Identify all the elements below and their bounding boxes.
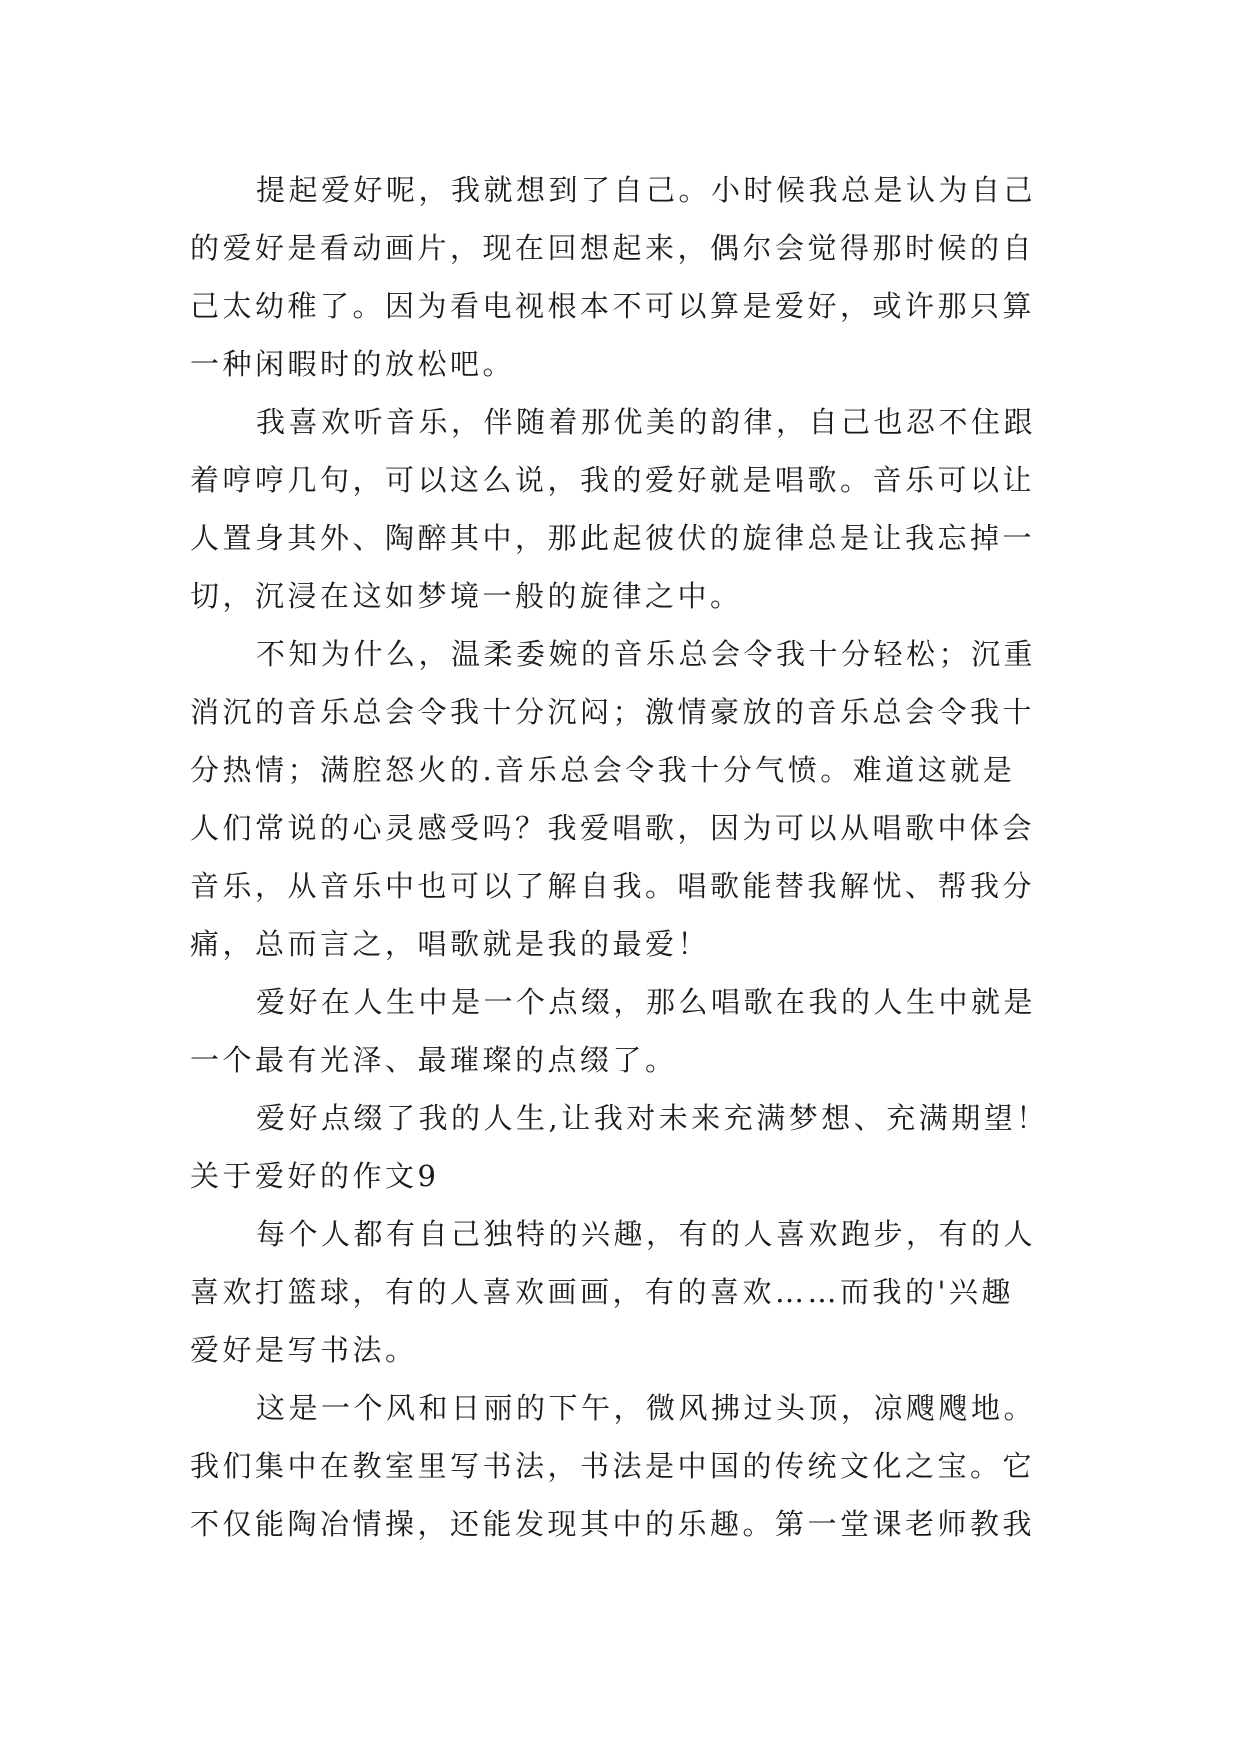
- paragraph-line: 我们集中在教室里写书法，书法是中国的传统文化之宝。它: [190, 1449, 1036, 1483]
- section-heading: 关于爱好的作文9: [190, 1159, 440, 1193]
- paragraph-line: 每个人都有自己独特的兴趣，有的人喜欢跑步，有的人: [256, 1217, 1037, 1251]
- paragraph-line: 着哼哼几句，可以这么说，我的爱好就是唱歌。音乐可以让: [190, 463, 1036, 497]
- paragraph-line: 爱好是写书法。: [190, 1333, 418, 1367]
- paragraph-line: 一种闲暇时的放松吧。: [190, 347, 516, 381]
- paragraph-line: 音乐，从音乐中也可以了解自我。唱歌能替我解忧、帮我分: [190, 869, 1036, 903]
- paragraph-line: 分热情；满腔怒火的.音乐总会令我十分气愤。难道这就是: [190, 753, 1016, 787]
- paragraph-line: 一个最有光泽、最璀璨的点缀了。: [190, 1043, 678, 1077]
- paragraph-line: 爱好在人生中是一个点缀，那么唱歌在我的人生中就是: [256, 985, 1037, 1019]
- paragraph-line: 的爱好是看动画片，现在回想起来，偶尔会觉得那时候的自: [190, 231, 1036, 265]
- paragraph-line: 消沉的音乐总会令我十分沉闷；激情豪放的音乐总会令我十: [190, 695, 1036, 729]
- paragraph-line: 切，沉浸在这如梦境一般的旋律之中。: [190, 579, 743, 613]
- paragraph-line: 人们常说的心灵感受吗？我爱唱歌，因为可以从唱歌中体会: [190, 811, 1036, 845]
- paragraph-line: 不知为什么，温柔委婉的音乐总会令我十分轻松；沉重: [256, 637, 1037, 671]
- paragraph-line: 这是一个风和日丽的下午，微风拂过头顶，凉飕飕地。: [256, 1391, 1037, 1425]
- paragraph-line: 喜欢打篮球，有的人喜欢画画，有的喜欢……而我的'兴趣: [190, 1275, 1014, 1309]
- paragraph-line: 痛，总而言之，唱歌就是我的最爱！: [190, 927, 711, 961]
- paragraph-line: 提起爱好呢，我就想到了自己。小时候我总是认为自己: [256, 173, 1037, 207]
- paragraph-line: 人置身其外、陶醉其中，那此起彼伏的旋律总是让我忘掉一: [190, 521, 1036, 555]
- paragraph-line: 爱好点缀了我的人生,让我对未来充满梦想、充满期望！: [256, 1101, 1049, 1135]
- paragraph-line: 己太幼稚了。因为看电视根本不可以算是爱好，或许那只算: [190, 289, 1036, 323]
- document-body: [190, 161, 1070, 1553]
- paragraph-line: 我喜欢听音乐，伴随着那优美的韵律，自己也忍不住跟: [256, 405, 1037, 439]
- paragraph-line: 不仅能陶冶情操，还能发现其中的乐趣。第一堂课老师教我: [190, 1507, 1036, 1541]
